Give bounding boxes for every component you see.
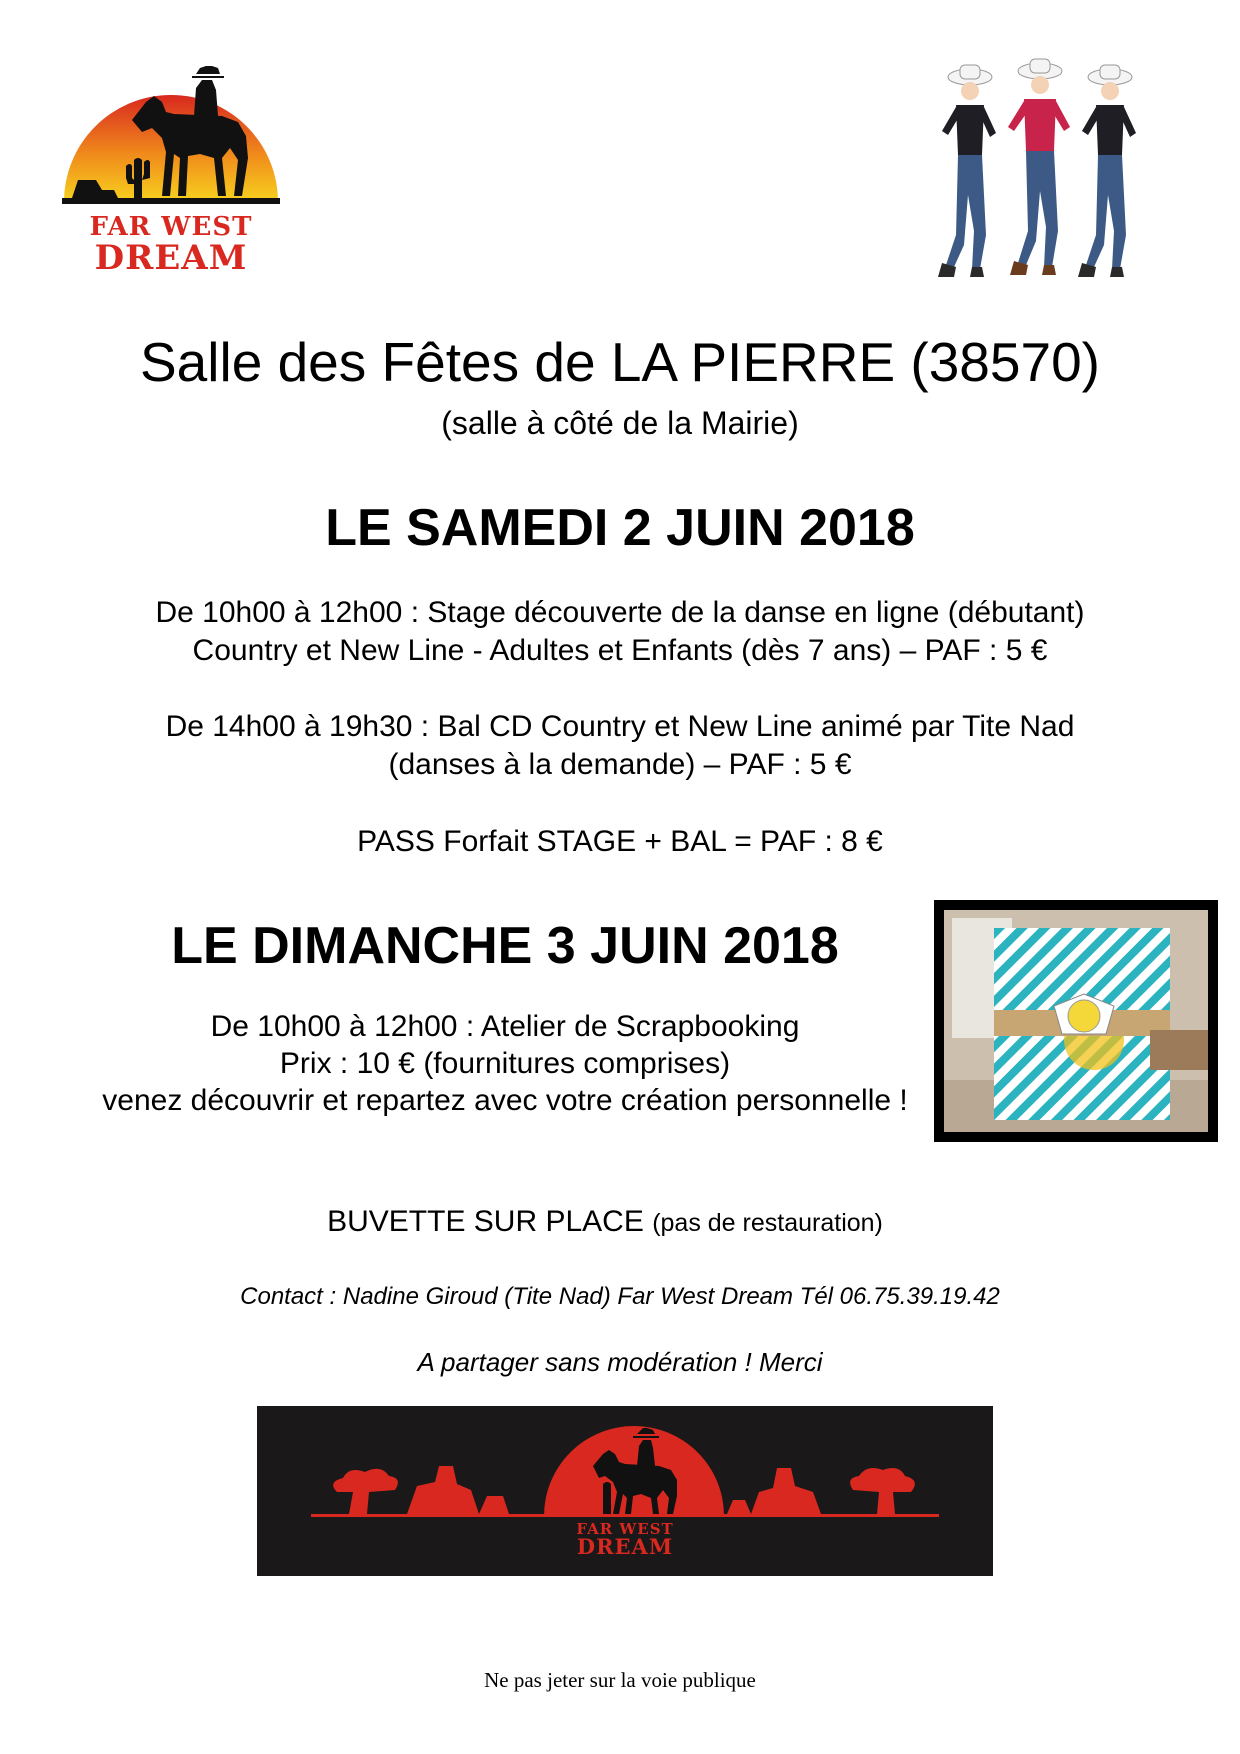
saturday-stage-line-1: De 10h00 à 12h00 : Stage découverte de la danse en ligne (débutant) — [155, 596, 1085, 629]
saturday-heading: LE SAMEDI 2 JUIN 2018 — [325, 499, 915, 557]
desert-landscape-icon — [257, 1406, 993, 1521]
line-dancers-illustration — [910, 55, 1170, 295]
saturday-pass: PASS Forfait STAGE + BAL = PAF : 8 € — [357, 825, 883, 858]
sunday-line-1: De 10h00 à 12h00 : Atelier de Scrapbooking — [210, 1010, 800, 1043]
banner-logo-line-1: FAR WEST — [576, 1520, 674, 1538]
saturday-bal-line-2: (danses à la demande) – PAF : 5 € — [388, 748, 852, 781]
venue-title: Salle des Fêtes de LA PIERRE (38570) — [140, 331, 1100, 393]
banner-logo-line-2: DREAM — [576, 1534, 674, 1559]
sunday-block — [0, 1008, 1010, 1119]
sunday-heading: LE DIMANCHE 3 JUIN 2018 — [171, 917, 839, 975]
share-message: A partager sans modération ! Merci — [417, 1347, 823, 1377]
saturday-bal-line-1: De 14h00 à 19h30 : Bal CD Country et New Line animé par Tite Nad — [165, 710, 1075, 743]
buvette-note: (pas de restauration) — [652, 1209, 883, 1237]
footer-note: Ne pas jeter sur la voie publique — [484, 1668, 756, 1692]
buvette-main: BUVETTE SUR PLACE — [327, 1205, 644, 1238]
far-west-dream-banner — [257, 1406, 993, 1576]
saturday-stage-block — [0, 594, 1240, 670]
scrapbook-card-icon — [944, 910, 1208, 1132]
venue-subtitle: (salle à côté de la Mairie) — [441, 405, 799, 441]
buvette-line — [0, 1205, 1210, 1239]
sunday-line-2: Prix : 10 € (fournitures comprises) — [279, 1047, 731, 1080]
saturday-bal-block — [0, 708, 1240, 784]
sunday-line-3: venez découvrir et repartez avec votre création personnelle ! — [102, 1084, 908, 1117]
contact-info: Contact : Nadine Giroud (Tite Nad) Far West Dream Tél 06.75.39.19.42 — [240, 1283, 1000, 1310]
sunset-rider-icon — [62, 62, 280, 212]
far-west-dream-logo — [62, 62, 280, 282]
cowgirl-dancers-icon — [910, 55, 1170, 295]
saturday-stage-line-2: Country et New Line - Adultes et Enfants (dès 7 ans) – PAF : 5 € — [192, 634, 1048, 667]
logo-line-1: FAR WEST — [89, 212, 253, 242]
scrapbooking-photo — [934, 900, 1218, 1142]
logo-line-2: DREAM — [94, 238, 248, 278]
